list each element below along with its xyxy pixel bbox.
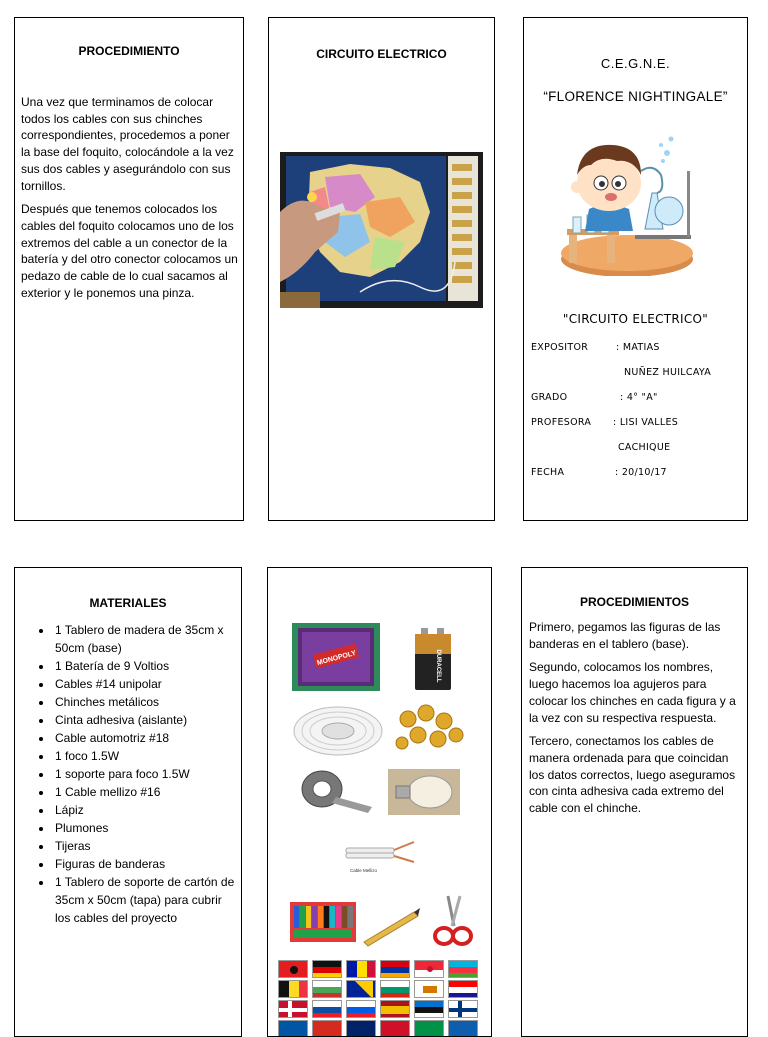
circuit-board-photo: [280, 152, 483, 308]
child-scientist-illustration: [557, 131, 701, 276]
panel-materiales: [14, 567, 242, 1037]
flag: [414, 1020, 444, 1037]
list-item: • Cinta adhesiva (aislante): [53, 711, 237, 729]
list-item: • 1 soporte para foco 1.5W: [53, 765, 237, 783]
list-item: • Cable automotriz #18: [53, 729, 237, 747]
panel-title: CIRCUITO ELECTRICO: [316, 47, 447, 61]
tape-image: [296, 767, 374, 815]
board-game-image: [292, 623, 380, 691]
list-item: • 1 Cable mellizo #16: [53, 783, 237, 801]
flag: [278, 980, 308, 998]
thumbtacks-image: [388, 701, 472, 757]
list-item: • 1 Tablero de madera de 35cm x 50cm (base): [53, 621, 237, 657]
panel-cover: [523, 17, 748, 521]
flag: [278, 960, 308, 978]
grado-label: GRADO: [531, 392, 568, 403]
battery-brand-text: DURACELL: [435, 649, 441, 683]
markers-image: [290, 898, 356, 944]
list-item: • Tijeras: [53, 837, 237, 855]
paragraph: Tercero, conectamos los cables de manera ordenada para que coincidan los datos correctos, luego aseguramos con cinta adhesiva cada extremo del cable con el chinche.: [529, 734, 736, 816]
school-acronym: C.E.G.N.E.: [600, 56, 671, 71]
list-item: • Lápiz: [53, 801, 237, 819]
flag: [346, 960, 376, 978]
flag: [278, 1020, 308, 1037]
flag: [278, 1000, 308, 1018]
list-item: • Cables #14 unipolar: [53, 675, 237, 693]
list-item: • 1 Tablero de soporte de cartón de 35cm x 50cm (tapa) para cubrir los cables del proyecto: [53, 873, 237, 927]
flag: [312, 980, 342, 998]
panel-procedimiento: [14, 17, 244, 521]
paragraph: Segundo, colocamos los nombres, luego hacemos loa agujeros para colocar los chinches en cada figura y a la vez con su respectiva respuesta.: [529, 660, 736, 725]
list-item: • 1 foco 1.5W: [53, 747, 237, 765]
panel-images: [267, 567, 492, 1037]
flag: [312, 960, 342, 978]
flag: [414, 1000, 444, 1018]
flag: [414, 980, 444, 998]
flag: [346, 1000, 376, 1018]
flag: [312, 1000, 342, 1018]
paragraph: Una vez que terminamos de colocar todos los cables con sus chinches correspondientes, procedemos a poner la base del foquito, colocándole a la vez sus dos cables y asegurándolo con sus tornillos.: [21, 95, 234, 193]
flag: [346, 1020, 376, 1037]
flags-grid: [278, 960, 484, 1037]
materials-list: [15, 621, 237, 927]
flag: [448, 960, 478, 978]
panel-title: PROCEDIMIENTO: [78, 44, 180, 58]
pencil-image: [360, 904, 422, 948]
panel-procedimientos: [521, 567, 748, 1037]
profesora-value: : LISI VALLES: [613, 417, 679, 428]
flag: [346, 980, 376, 998]
cable-caption: Cable Mellizo: [350, 868, 378, 873]
profesora-label: PROFESORA: [531, 417, 592, 428]
expositor-value: : MATIAS: [616, 342, 660, 353]
list-item: • 1 Batería de 9 Voltios: [53, 657, 237, 675]
paragraph: Primero, pegamos las figuras de las banderas en el tablero (base).: [529, 620, 721, 651]
flag: [448, 980, 478, 998]
flag: [380, 960, 410, 978]
cable-roll-image: [292, 701, 384, 757]
panel-circuito: [268, 17, 495, 521]
list-item: • Chinches metálicos: [53, 693, 237, 711]
expositor-value-line2: NUÑEZ HUILCAYA: [624, 367, 712, 378]
list-item: • Plumones: [53, 819, 237, 837]
fecha-label: FECHA: [531, 467, 565, 478]
flag: [380, 1020, 410, 1037]
project-title: "CIRCUITO ELECTRICO": [562, 312, 709, 326]
paragraph: Después que tenemos colocados los cables del foquito colocamos uno de los extremos del cable a un conector de la batería y del otro conector colocamos un pedazo de cable de lo cual sacamos al exterior y le ponemos una pinza.: [21, 202, 238, 300]
profesora-value-line2: CACHIQUE: [618, 442, 671, 453]
list-item: • Figuras de banderas: [53, 855, 237, 873]
flag: [380, 1000, 410, 1018]
panel-title: PROCEDIMIENTOS: [579, 595, 690, 609]
flag: [380, 980, 410, 998]
scissors-image: [428, 892, 476, 948]
flag: [448, 1000, 478, 1018]
board-logo-text: MONOPOLY: [316, 649, 357, 667]
battery-image: [413, 626, 453, 692]
panel-title: MATERIALES: [89, 596, 167, 610]
light-bulb-image: [388, 769, 460, 815]
expositor-label: EXPOSITOR: [531, 342, 589, 353]
flag: [312, 1020, 342, 1037]
school-name: “FLORENCE NIGHTINGALE”: [543, 89, 728, 104]
twin-cable-image: [340, 830, 420, 880]
flag: [414, 960, 444, 978]
fecha-value: : 20/10/17: [615, 467, 667, 478]
procedimiento-text: [21, 94, 239, 308]
procedimientos-text: [529, 619, 743, 824]
flag: [448, 1020, 478, 1037]
grado-value: : 4° "A": [620, 392, 658, 403]
